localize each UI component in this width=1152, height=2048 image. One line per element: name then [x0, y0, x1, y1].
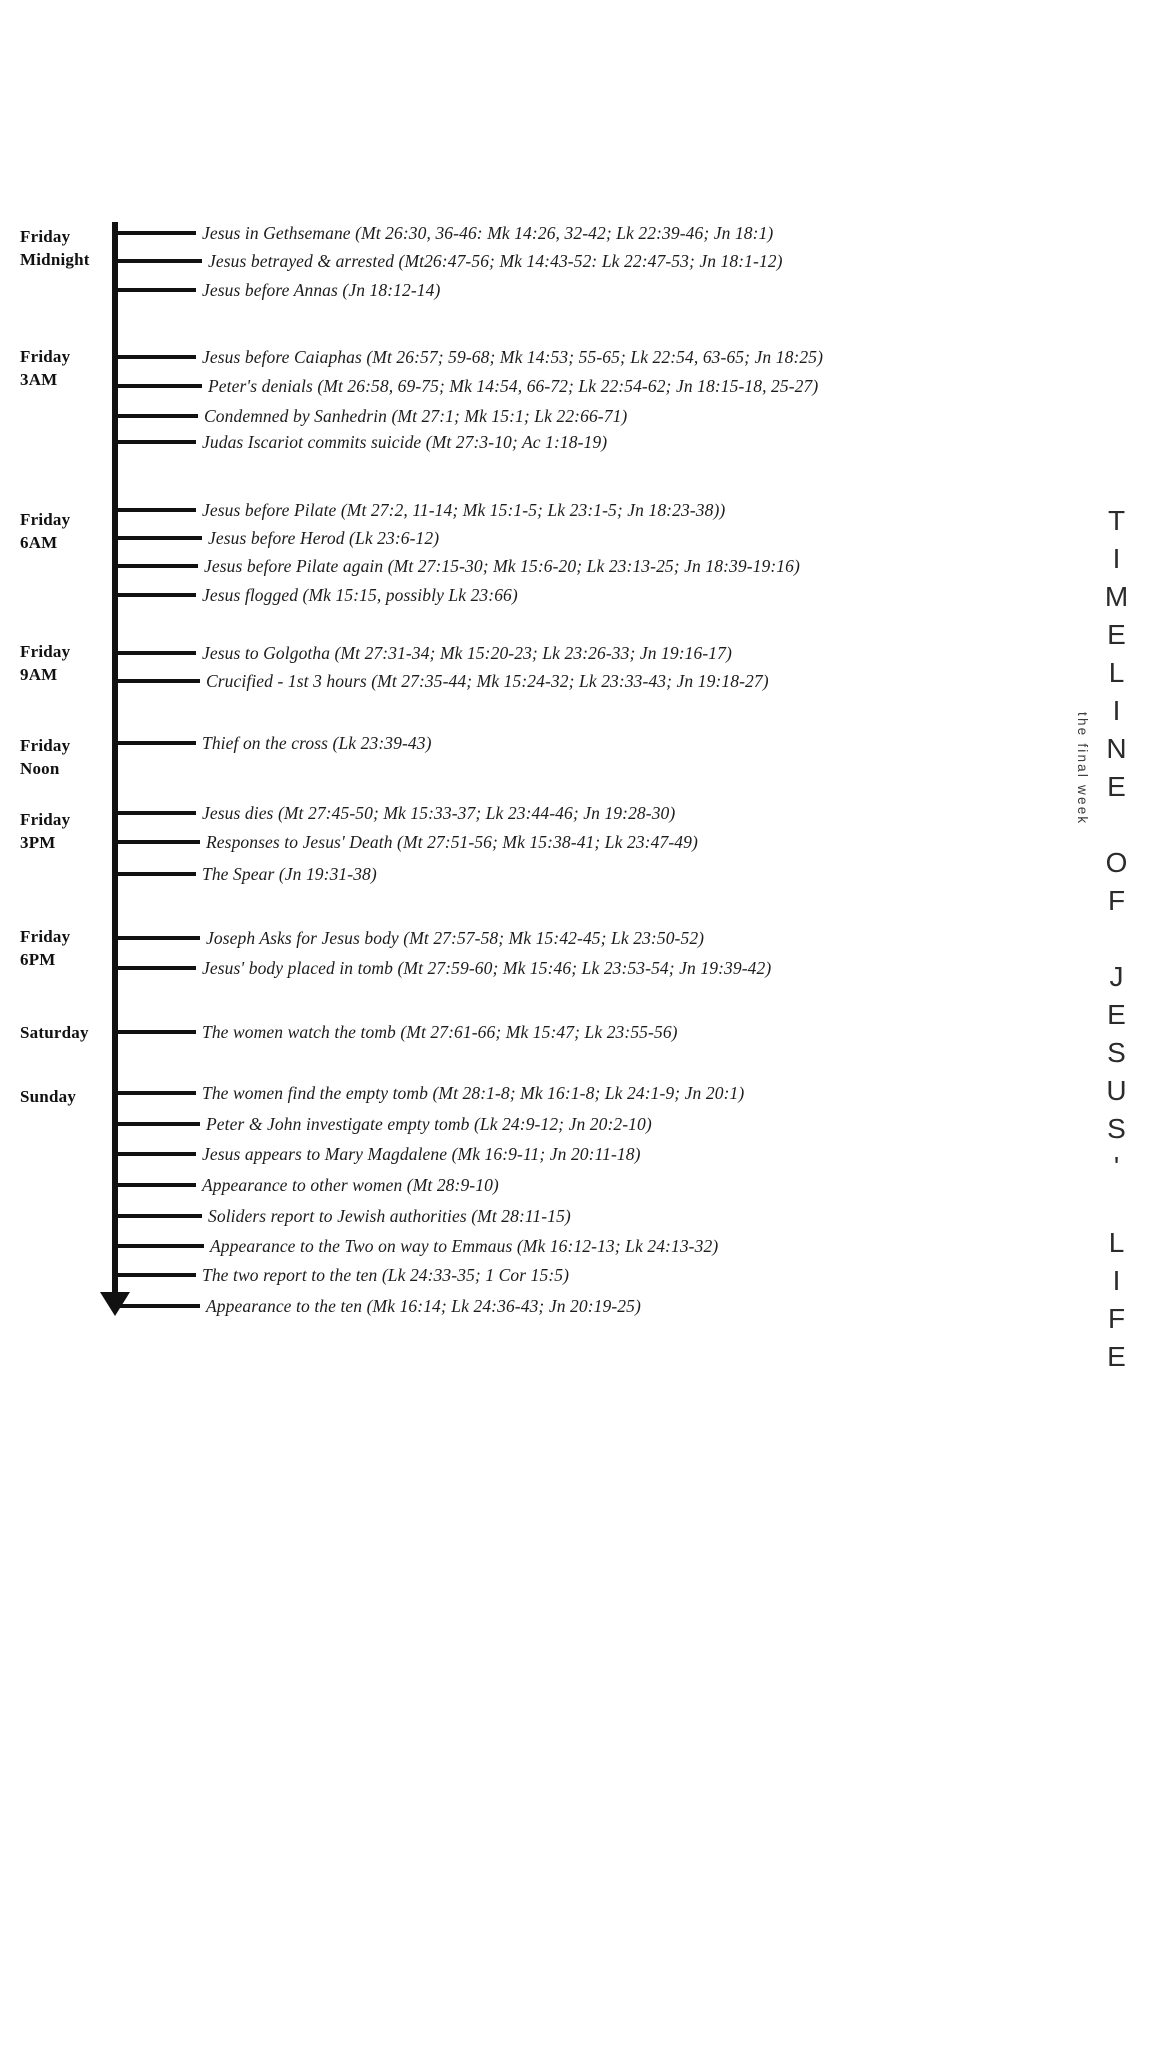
event-row-appears-magdalene — [112, 1144, 641, 1164]
event-label: Peter's denials (Mt 26:58, 69-75; Mk 14:54, 66-72; Lk 22:54-62; Jn 18:15-18, 25-27) — [208, 375, 819, 396]
event-tick — [112, 536, 202, 540]
event-tick — [112, 1183, 196, 1187]
timestamp-friday-9am — [20, 640, 116, 686]
event-tick — [112, 440, 196, 444]
event-row-crucified-1st-3hrs — [112, 671, 769, 691]
event-tick — [112, 1030, 196, 1034]
event-label: Judas Iscariot commits suicide (Mt 27:3-10; Ac 1:18-19) — [202, 431, 608, 452]
event-tick — [112, 679, 200, 683]
event-label: Jesus before Pilate (Mt 27:2, 11-14; Mk 15:1-5; Lk 23:1-5; Jn 18:23-38)) — [202, 499, 726, 520]
event-row-before-annas — [112, 280, 440, 300]
event-row-soldiers-report — [112, 1206, 571, 1226]
event-tick — [112, 288, 196, 292]
event-tick — [112, 508, 196, 512]
event-tick — [112, 564, 198, 568]
event-label: The Spear (Jn 19:31-38) — [202, 863, 377, 884]
event-label: Jesus before Caiaphas (Mt 26:57; 59-68; Mk 14:53; 55-65; Lk 22:54, 63-65; Jn 18:25) — [202, 346, 823, 367]
timestamp-line: Sunday — [20, 1087, 77, 1106]
side-title: TIMELINE OF JESUS' LIFE — [1101, 505, 1132, 1379]
event-row-judas-suicide — [112, 432, 607, 452]
event-label: Soliders report to Jewish authorities (Mt 28:11-15) — [208, 1205, 571, 1226]
event-row-women-watch-tomb — [112, 1022, 678, 1042]
event-row-thief-on-cross — [112, 733, 432, 753]
event-label: Jesus' body placed in tomb (Mt 27:59-60; Mk 15:46; Lk 23:53-54; Jn 19:39-42) — [202, 957, 772, 978]
event-label: Jesus before Annas (Jn 18:12-14) — [202, 279, 441, 300]
timestamp-friday-midnight — [20, 225, 116, 271]
event-label: The women find the empty tomb (Mt 28:1-8; Mk 16:1-8; Lk 24:1-9; Jn 20:1) — [202, 1082, 745, 1103]
event-row-to-golgotha — [112, 643, 732, 663]
event-tick — [112, 811, 196, 815]
event-tick — [112, 1244, 204, 1248]
event-label: Appearance to the ten (Mk 16:14; Lk 24:36-43; Jn 20:19-25) — [206, 1295, 641, 1316]
event-row-appearance-ten — [112, 1296, 641, 1316]
timestamp-line: 6PM — [20, 950, 56, 969]
event-tick — [112, 259, 202, 263]
timestamp-line: Friday — [20, 347, 71, 366]
event-row-peters-denials — [112, 376, 818, 396]
event-label: Responses to Jesus' Death (Mt 27:51-56; Mk 15:38-41; Lk 23:47-49) — [206, 831, 698, 852]
event-tick — [112, 593, 196, 597]
event-tick — [112, 840, 200, 844]
event-tick — [112, 1304, 200, 1308]
timestamp-line: 3AM — [20, 370, 58, 389]
event-tick — [112, 355, 196, 359]
event-label: Peter & John investigate empty tomb (Lk 24:9-12; Jn 20:2-10) — [206, 1113, 652, 1134]
event-tick — [112, 741, 196, 745]
event-row-joseph-asks-body — [112, 928, 704, 948]
event-row-before-herod — [112, 528, 439, 548]
timestamp-line: 3PM — [20, 833, 56, 852]
event-label: Thief on the cross (Lk 23:39-43) — [202, 732, 432, 753]
timestamp-friday-6am — [20, 508, 116, 554]
timestamp-friday-6pm — [20, 925, 116, 971]
event-label: Joseph Asks for Jesus body (Mt 27:57-58; Mk 15:42-45; Lk 23:50-52) — [206, 927, 705, 948]
event-row-responses-death — [112, 832, 698, 852]
timestamp-line: Saturday — [20, 1023, 89, 1042]
event-tick — [112, 1214, 202, 1218]
timestamp-saturday — [20, 1021, 116, 1044]
event-label: Jesus flogged (Mk 15:15, possibly Lk 23:66) — [202, 584, 518, 605]
event-tick — [112, 936, 200, 940]
event-row-jesus-dies — [112, 803, 675, 823]
event-label: Crucified - 1st 3 hours (Mt 27:35-44; Mk 15:24-32; Lk 23:33-43; Jn 19:18-27) — [206, 670, 769, 691]
timestamp-friday-3pm — [20, 808, 116, 854]
event-tick — [112, 384, 202, 388]
event-row-appearance-women — [112, 1175, 499, 1195]
event-row-condemned-sanhedrin — [112, 406, 627, 426]
event-row-jesus-flogged — [112, 585, 518, 605]
timestamp-line: Noon — [20, 759, 60, 778]
event-row-two-report-ten — [112, 1265, 569, 1285]
timestamp-friday-noon — [20, 734, 116, 780]
event-label: Jesus in Gethsemane (Mt 26:30, 36-46: Mk 14:26, 32-42; Lk 22:39-46; Jn 18:1) — [202, 222, 774, 243]
event-tick — [112, 651, 196, 655]
timestamp-line: Friday — [20, 810, 71, 829]
event-label: The women watch the tomb (Mt 27:61-66; Mk 15:47; Lk 23:55-56) — [202, 1021, 678, 1042]
event-row-before-pilate — [112, 500, 725, 520]
event-row-women-find-tomb — [112, 1083, 744, 1103]
event-row-before-caiaphas — [112, 347, 823, 367]
event-tick — [112, 231, 196, 235]
event-tick — [112, 872, 196, 876]
timestamp-line: Friday — [20, 927, 71, 946]
event-label: Jesus betrayed & arrested (Mt26:47-56; Mk 14:43-52: Lk 22:47-53; Jn 18:1-12) — [208, 250, 783, 271]
timestamp-line: Midnight — [20, 250, 90, 269]
event-label: Appearance to other women (Mt 28:9-10) — [202, 1174, 499, 1195]
event-tick — [112, 1122, 200, 1126]
timestamp-line: 6AM — [20, 533, 58, 552]
timestamp-line: Friday — [20, 736, 71, 755]
timestamp-sunday — [20, 1085, 116, 1108]
event-label: Jesus before Pilate again (Mt 27:15-30; Mk 15:6-20; Lk 23:13-25; Jn 18:39-19:16) — [204, 555, 800, 576]
timestamp-line: Friday — [20, 227, 71, 246]
event-tick — [112, 1152, 196, 1156]
event-row-the-spear — [112, 864, 377, 884]
event-row-body-placed-tomb — [112, 958, 771, 978]
event-row-betrayed-arrested — [112, 251, 783, 271]
event-label: Jesus appears to Mary Magdalene (Mk 16:9-11; Jn 20:11-18) — [202, 1143, 641, 1164]
event-label: The two report to the ten (Lk 24:33-35; 1 Cor 15:5) — [202, 1264, 570, 1285]
event-tick — [112, 1273, 196, 1277]
event-label: Jesus dies (Mt 27:45-50; Mk 15:33-37; Lk 23:44-46; Jn 19:28-30) — [202, 802, 676, 823]
event-label: Jesus to Golgotha (Mt 27:31-34; Mk 15:20-23; Lk 23:26-33; Jn 19:16-17) — [202, 642, 732, 663]
event-tick — [112, 414, 198, 418]
timestamp-friday-3am — [20, 345, 116, 391]
timestamp-line: 9AM — [20, 665, 58, 684]
event-label: Condemned by Sanhedrin (Mt 27:1; Mk 15:1; Lk 22:66-71) — [204, 405, 628, 426]
event-label: Jesus before Herod (Lk 23:6-12) — [208, 527, 440, 548]
event-tick — [112, 1091, 196, 1095]
event-row-peter-john-tomb — [112, 1114, 652, 1134]
timestamp-line: Friday — [20, 642, 71, 661]
event-tick — [112, 966, 196, 970]
event-row-two-emmaus — [112, 1236, 718, 1256]
event-row-before-pilate-again — [112, 556, 800, 576]
timestamp-line: Friday — [20, 510, 71, 529]
side-subtitle: the final week — [1075, 712, 1090, 826]
event-row-gethsemane — [112, 223, 773, 243]
event-label: Appearance to the Two on way to Emmaus (Mk 16:12-13; Lk 24:13-32) — [210, 1235, 719, 1256]
